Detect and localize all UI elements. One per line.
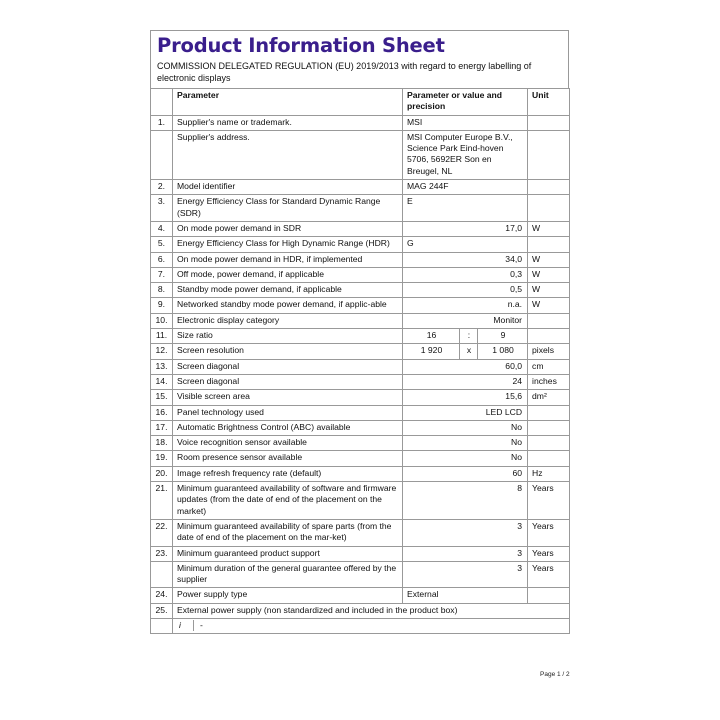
parameter-cell: Panel technology used xyxy=(173,405,403,420)
unit-cell xyxy=(528,313,570,328)
table-row xyxy=(151,252,570,267)
row-number: 8. xyxy=(151,283,173,298)
row-number: 24. xyxy=(151,588,173,603)
header-unit: Unit xyxy=(528,89,570,116)
row-number: 12. xyxy=(151,344,173,359)
unit-cell xyxy=(528,237,570,252)
table-row xyxy=(151,390,570,405)
value-cell: 0,5 xyxy=(403,283,528,298)
parameter-cell: Energy Efficiency Class for Standard Dynamic Range (SDR) xyxy=(173,195,403,222)
table-row xyxy=(151,221,570,236)
product-information-sheet xyxy=(150,30,569,634)
unit-cell: dm² xyxy=(528,390,570,405)
page-title: Product Information Sheet xyxy=(157,34,445,57)
unit-cell: Hz xyxy=(528,466,570,481)
parameter-cell: Networked standby mode power demand, if applic-able xyxy=(173,298,403,313)
unit-cell xyxy=(528,130,570,179)
unit-cell xyxy=(528,405,570,420)
row-number xyxy=(151,618,173,633)
parameter-cell: External power supply (non standardized and included in the product box) xyxy=(173,603,570,618)
row-number xyxy=(151,561,173,588)
table-row xyxy=(151,115,570,130)
value-cell: 3 xyxy=(403,561,528,588)
row-number: 19. xyxy=(151,451,173,466)
parameter-cell: Supplier's name or trademark. xyxy=(173,115,403,130)
parameter-cell: Minimum duration of the general guarantee offered by the supplier xyxy=(173,561,403,588)
unit-cell: W xyxy=(528,283,570,298)
value-cell: 15,6 xyxy=(403,390,528,405)
value-cell: G xyxy=(403,237,528,252)
row-number: 25. xyxy=(151,603,173,618)
row-number: 7. xyxy=(151,267,173,282)
value-cell: LED LCD xyxy=(403,405,528,420)
value-cell: 60 xyxy=(403,466,528,481)
value-cell: 3 xyxy=(403,546,528,561)
unit-cell: Years xyxy=(528,561,570,588)
table-row xyxy=(151,267,570,282)
unit-cell xyxy=(528,329,570,344)
table-row xyxy=(151,130,570,179)
row-number: 2. xyxy=(151,180,173,195)
unit-cell xyxy=(528,115,570,130)
unit-cell: W xyxy=(528,267,570,282)
table-header-row xyxy=(151,89,570,116)
sub-parameter-cell xyxy=(173,618,570,633)
row-number: 6. xyxy=(151,252,173,267)
table-row xyxy=(151,374,570,389)
parameter-cell: On mode power demand in SDR xyxy=(173,221,403,236)
unit-cell: Years xyxy=(528,546,570,561)
table-row xyxy=(151,546,570,561)
value-separator-cell: x xyxy=(460,344,478,359)
row-number: 18. xyxy=(151,436,173,451)
value-cell: 34,0 xyxy=(403,252,528,267)
table-row xyxy=(151,482,570,520)
table-row xyxy=(151,436,570,451)
parameter-cell: Screen diagonal xyxy=(173,359,403,374)
table-row xyxy=(151,519,570,546)
table-row xyxy=(151,359,570,374)
parameter-cell: Minimum guaranteed product support xyxy=(173,546,403,561)
unit-cell: W xyxy=(528,298,570,313)
table-row xyxy=(151,561,570,588)
table-row xyxy=(151,329,570,344)
row-number: 14. xyxy=(151,374,173,389)
table-row xyxy=(151,298,570,313)
value-cell: 0,3 xyxy=(403,267,528,282)
parameter-cell: Standby mode power demand, if applicable xyxy=(173,283,403,298)
unit-cell: cm xyxy=(528,359,570,374)
unit-cell xyxy=(528,420,570,435)
value-a-cell: 16 xyxy=(403,329,460,344)
table-row xyxy=(151,180,570,195)
parameter-cell: Screen diagonal xyxy=(173,374,403,389)
table-row xyxy=(151,420,570,435)
roman-numeral: i xyxy=(179,620,194,631)
table-row xyxy=(151,195,570,222)
parameter-cell: Power supply type xyxy=(173,588,403,603)
value-cell: External xyxy=(403,588,528,603)
row-number: 16. xyxy=(151,405,173,420)
regulation-subtitle: COMMISSION DELEGATED REGULATION (EU) 2019/2013 with regard to energy labelling of electronic displays xyxy=(157,61,532,83)
unit-cell xyxy=(528,195,570,222)
row-number: 20. xyxy=(151,466,173,481)
parameter-cell: Supplier's address. xyxy=(173,130,403,179)
page-number: Page 1 / 2 xyxy=(540,671,570,678)
unit-cell xyxy=(528,436,570,451)
unit-cell: W xyxy=(528,252,570,267)
row-number: 15. xyxy=(151,390,173,405)
table-row xyxy=(151,283,570,298)
header-value: Parameter or value and precision xyxy=(403,89,528,116)
row-number: 13. xyxy=(151,359,173,374)
unit-cell: Years xyxy=(528,482,570,520)
parameter-cell: Minimum guaranteed availability of spare parts (from the date of end of the placement on the mar-ket) xyxy=(173,519,403,546)
value-cell: 17,0 xyxy=(403,221,528,236)
value-cell: MSI xyxy=(403,115,528,130)
value-cell: 60,0 xyxy=(403,359,528,374)
table-row xyxy=(151,237,570,252)
table-row xyxy=(151,588,570,603)
value-cell: No xyxy=(403,420,528,435)
parameter-cell: Screen resolution xyxy=(173,344,403,359)
parameter-cell: Image refresh frequency rate (default) xyxy=(173,466,403,481)
row-number: 3. xyxy=(151,195,173,222)
value-cell: No xyxy=(403,436,528,451)
table-row xyxy=(151,603,570,618)
parameter-cell: On mode power demand in HDR, if implemented xyxy=(173,252,403,267)
row-number: 21. xyxy=(151,482,173,520)
parameter-cell: Minimum guaranteed availability of software and firmware updates (from the date of end of the placement on the market) xyxy=(173,482,403,520)
row-number: 10. xyxy=(151,313,173,328)
parameter-cell: Size ratio xyxy=(173,329,403,344)
unit-cell: pixels xyxy=(528,344,570,359)
table-row xyxy=(151,451,570,466)
parameter-cell: Electronic display category xyxy=(173,313,403,328)
value-cell: 8 xyxy=(403,482,528,520)
unit-cell xyxy=(528,451,570,466)
value-cell: 24 xyxy=(403,374,528,389)
value-b-cell: 1 080 xyxy=(478,344,528,359)
parameter-cell: Visible screen area xyxy=(173,390,403,405)
row-number: 9. xyxy=(151,298,173,313)
unit-cell xyxy=(528,180,570,195)
value-cell: 3 xyxy=(403,519,528,546)
table-row xyxy=(151,405,570,420)
unit-cell: Years xyxy=(528,519,570,546)
value-a-cell: 1 920 xyxy=(403,344,460,359)
value-cell: n.a. xyxy=(403,298,528,313)
table-row xyxy=(151,313,570,328)
unit-cell xyxy=(528,588,570,603)
value-cell: Monitor xyxy=(403,313,528,328)
parameter-cell: Automatic Brightness Control (ABC) available xyxy=(173,420,403,435)
value-cell: MAG 244F xyxy=(403,180,528,195)
parameter-cell: Off mode, power demand, if applicable xyxy=(173,267,403,282)
unit-cell: inches xyxy=(528,374,570,389)
row-number: 23. xyxy=(151,546,173,561)
header-parameter: Parameter xyxy=(173,89,403,116)
parameter-cell: Energy Efficiency Class for High Dynamic Range (HDR) xyxy=(173,237,403,252)
parameter-cell: Voice recognition sensor available xyxy=(173,436,403,451)
parameter-cell: Room presence sensor available xyxy=(173,451,403,466)
unit-cell: W xyxy=(528,221,570,236)
dash-value: - xyxy=(200,619,203,630)
value-cell: MSI Computer Europe B.V., Science Park Eind-hoven 5706, 5692ER Son en Breugel, NL xyxy=(403,130,528,179)
parameter-cell: Model identifier xyxy=(173,180,403,195)
row-number: 4. xyxy=(151,221,173,236)
value-cell: E xyxy=(403,195,528,222)
row-number: 11. xyxy=(151,329,173,344)
row-number xyxy=(151,130,173,179)
row-number: 22. xyxy=(151,519,173,546)
table-row xyxy=(151,344,570,359)
sheet-header xyxy=(150,30,569,88)
value-separator-cell: : xyxy=(460,329,478,344)
row-number: 1. xyxy=(151,115,173,130)
table-row xyxy=(151,466,570,481)
parameter-table xyxy=(150,88,570,634)
value-b-cell: 9 xyxy=(478,329,528,344)
value-cell: No xyxy=(403,451,528,466)
row-number: 5. xyxy=(151,237,173,252)
row-number: 17. xyxy=(151,420,173,435)
table-sub-row xyxy=(151,618,570,633)
